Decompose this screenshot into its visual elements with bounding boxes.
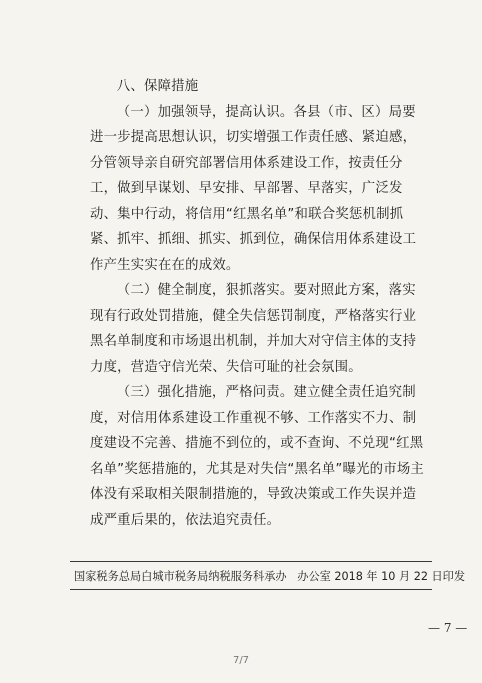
- document-body: [90, 74, 428, 533]
- footer-issuer: 国家税务总局白城市税务局纳税服务科承办: [74, 570, 287, 583]
- section-heading: 八、保障措施: [116, 79, 199, 94]
- page-number: — 7 —: [428, 621, 468, 635]
- paragraph-3: （三）强化措施，严格问责。建立健全责任追究制度，对信用体系建设工作重视不够、工作落实不力、制度建设不完善、措施不到位的，或不查询、不兑现“红黑名单”奖惩措施的，尤其是对失信“黑名单”曝光的市场主体没有采取相关限制措施的，导致决策或工作失误并造成严重后果的，依法追究责任。: [90, 385, 424, 528]
- footer-imprint: [74, 570, 466, 584]
- scan-page-indicator: 7/7: [232, 655, 250, 666]
- footer-date: 2018 年 10 月 22 日印发: [334, 570, 466, 583]
- paragraph-2: （二）健全制度，狠抓落实。要对照此方案，落实现有行政处罚措施，健全失信惩罚制度，严格落实行业黑名单制度和市场退出机制，并加大对守信主体的支持力度，营造守信光荣、失信可耻的社会氛围。: [90, 283, 417, 375]
- footer-bottom-rule: [70, 589, 432, 590]
- paragraph-1: （一）加强领导，提高认识。各县（市、区）局要进一步提高思想认识，切实增强工作责任感、紧迫感，分管领导亲自研究部署信用体系建设工作，按责任分工，做到早谋划、早安排、早部署、早落实，广泛发动、集中行动，将信用“红黑名单”和联合奖惩机制抓紧、抓牢、抓细、抓实、抓到位，确保信用体系建设工作产生实实在在的成效。: [90, 104, 417, 273]
- footer-top-rule: [70, 561, 432, 562]
- footer-office: 办公室: [297, 570, 331, 583]
